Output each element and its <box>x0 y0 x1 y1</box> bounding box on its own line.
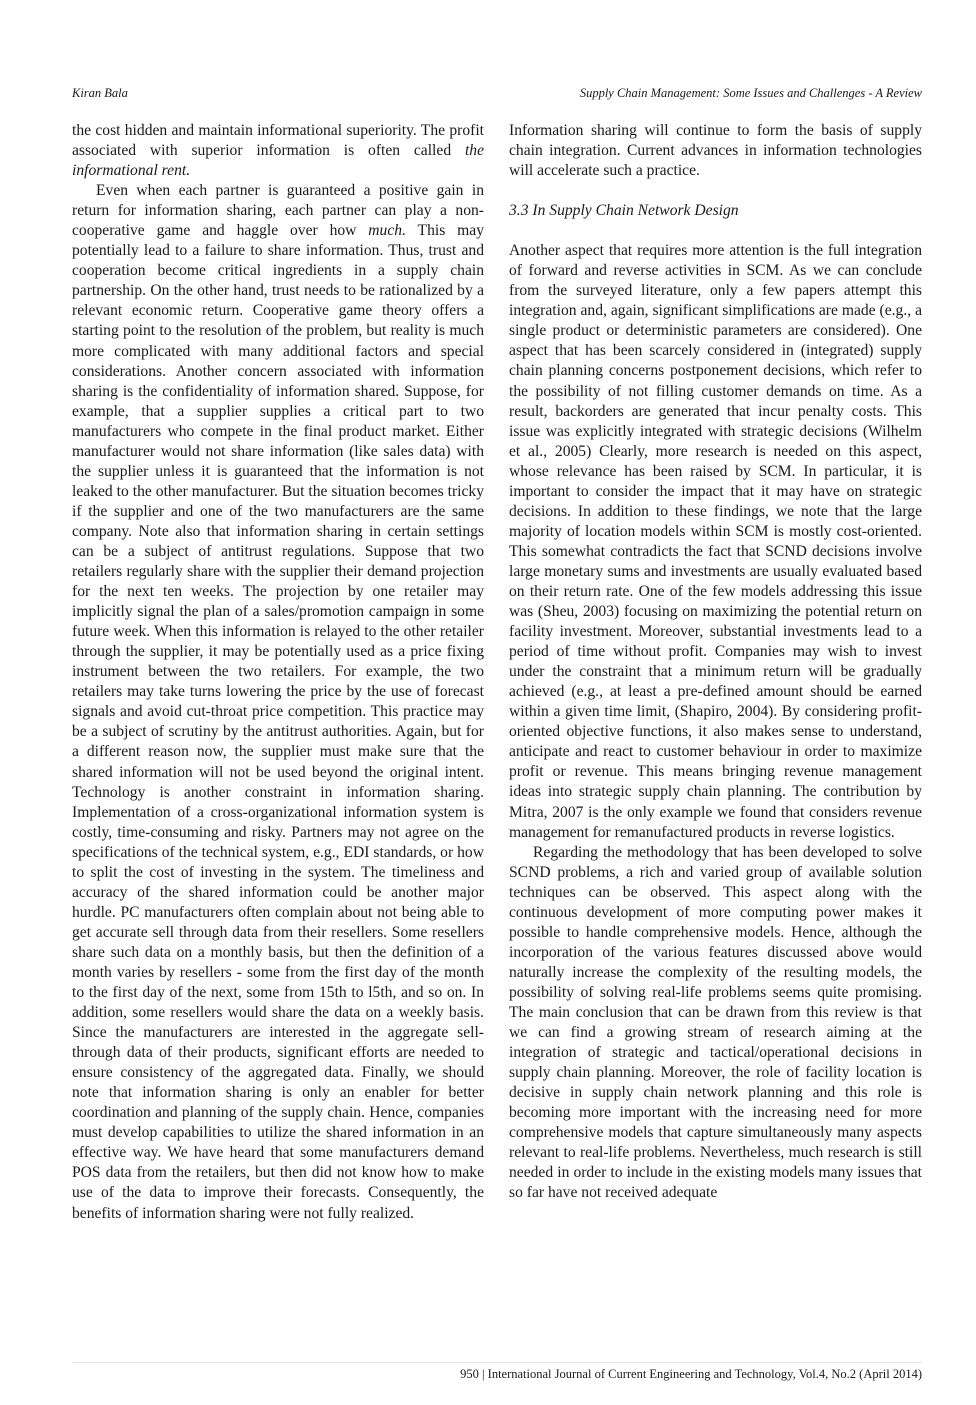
emphasis: much. <box>368 222 406 240</box>
header-author: Kiran Bala <box>72 86 128 100</box>
left-column <box>72 121 484 1224</box>
right-column <box>509 121 922 1203</box>
page-footer: 950 | International Journal of Current Engineering and Technology, Vol.4, No.2 (April 2014) <box>460 1367 922 1381</box>
paragraph: Another aspect that requires more attention is the full integration of forward and reverse activities in SCM. As we can conclude from the surveyed literature, only a few papers attempt this integration and, again, significant simplifications are made (e.g., a single product or deterministic parameters are considered). One aspect that has been scarcely considered in (integrated) supply chain planning concerns postponement decisions, which refer to the possibility of not filling customer demands on time. As a result, backorders are generated that incur penalty costs. This issue was explicitly integrated with strategic decisions (Wilhelm et al., 2005) Clearly, more research is needed on this aspect, whose relevance has been raised by SCM. In particular, it is important to consider the impact that it may have on strategic decisions. In addition to these findings, we note that the large majority of location models within SCM is mostly cost-oriented. This somewhat contradicts the fact that SCND decisions involve large monetary sums and investments are usually evaluated based on their return rate. One of the few models addressing this issue was (Sheu, 2003) focusing on maximizing the potential return on facility investment. Moreover, substantial investments lead to a period of time without profit. Companies may wish to invest under the constraint that a minimum return will be gradually achieved (e.g., at least a pre-defined amount should be earned within a given time limit, (Shapiro, 2004). By considering profit-oriented objective functions, it also makes sense to understand, anticipate and react to customer behaviour in order to maximize profit or revenue. This means bringing revenue management ideas into strategic supply chain planning. The contribution by Mitra, 2007 is the only example we found that considers revenue management for remanufactured products in reverse logistics. <box>509 242 922 841</box>
running-header <box>72 86 922 102</box>
paragraph: the cost hidden and maintain informational superiority. The profit associated with superior information is often called the informational rent. <box>72 122 484 180</box>
paragraph: Regarding the methodology that has been developed to solve SCND problems, a rich and varied group of available solution techniques can be observed. This aspect along with the continuous development of more computing power makes it possible to handle comprehensive models. Hence, although the incorporation of the various features discussed above would naturally increase the complexity of the resulting models, the possibility of solving real-life problems seems quite promising. The main conclusion that can be drawn from this review is that we can find a growing stream of research aiming at the integration of strategic and tactical/operational decisions in supply chain planning. Moreover, the role of facility location is decisive in supply chain network planning and this role is becoming more important with the increasing need for more comprehensive models that capture simultaneously many aspects relevant to real-life problems. Nevertheless, much research is still needed in order to include in the existing models many issues that so far have not received adequate <box>509 843 922 1202</box>
paragraph: Even when each partner is guaranteed a positive gain in return for information sharing, each partner can play a non-cooperative game and haggle over how much. This may potentially lead to a failure to share information. Thus, trust and cooperation become critical ingredients in a supply chain partnership. On the other hand, trust needs to be rationalized by a relevant economic return. Cooperative game theory offers a starting point to the resolution of the problem, but reality is much more complicated with many additional factors and special considerations. Another concern associated with information sharing is the confidentiality of information shared. Suppose, for example, that a supplier supplies a critical part to two manufacturers who compete in the final product market. Either manufacturer would not share information (like sales data) with the supplier unless it is guaranteed that the information is not leaked to the other manufacturer. But the situation becomes tricky if the supplier and one of the two manufacturers are the same company. Note also that information sharing in certain settings can be a subject of antitrust regulations. Suppose that two retailers regularly share with the supplier their demand projection for the next ten weeks. The projection by one retailer may implicitly signal the plan of a sales/promotion campaign in some future week. When this information is relayed to the other retailer through the supplier, it may be potentially used as a price fixing instrument between the two retailers. For example, the two retailers may take turns lowering the price by the use of forecast signals and avoid cut-throat price competition. This practice may be a subject of scrutiny by the antitrust authorities. Again, but for a different reason now, the supplier must make sure that the shared information will not be used beyond the original intent. Technology is another constraint in information sharing. Implementation of a cross-organizational information system is costly, time-consuming and risky. Partners may not agree on the specifications of the technical system, e.g., EDI standards, or how to split the cost of investing in the system. The timeliness and accuracy of the shared information could be another major hurdle. PC manufacturers often complain about not being able to get accurate sell through data from their resellers. Some resellers share such data on a monthly basis, but then the definition of a month varies by resellers - some from the first day of the month to the first day of the next, some from 15th to l5th, and so on. In addition, some resellers would share the data on a weekly basis. Since the manufacturers are interested in the aggregate sell-through data of their products, significant efforts are needed to ensure consistency of the aggregated data. Finally, we should note that information sharing is only an enabler for better coordination and planning of the supply chain. Hence, companies must develop capabilities to utilize the shared information in an effective way. We have heard that some manufacturers demand POS data from the retailers, but then did not know how to make use of the data to improve their forecasts. Consequently, the benefits of information sharing were not fully realized. <box>72 182 484 1222</box>
section-heading: 3.3 In Supply Chain Network Design <box>509 202 739 220</box>
footer-divider <box>72 1362 922 1363</box>
paragraph: Information sharing will continue to form the basis of supply chain integration. Current advances in information technologies will accelerate such a practice. <box>509 122 922 180</box>
emphasis: the informational rent. <box>72 142 484 180</box>
header-title: Supply Chain Management: Some Issues and Challenges - A Review <box>579 86 922 100</box>
